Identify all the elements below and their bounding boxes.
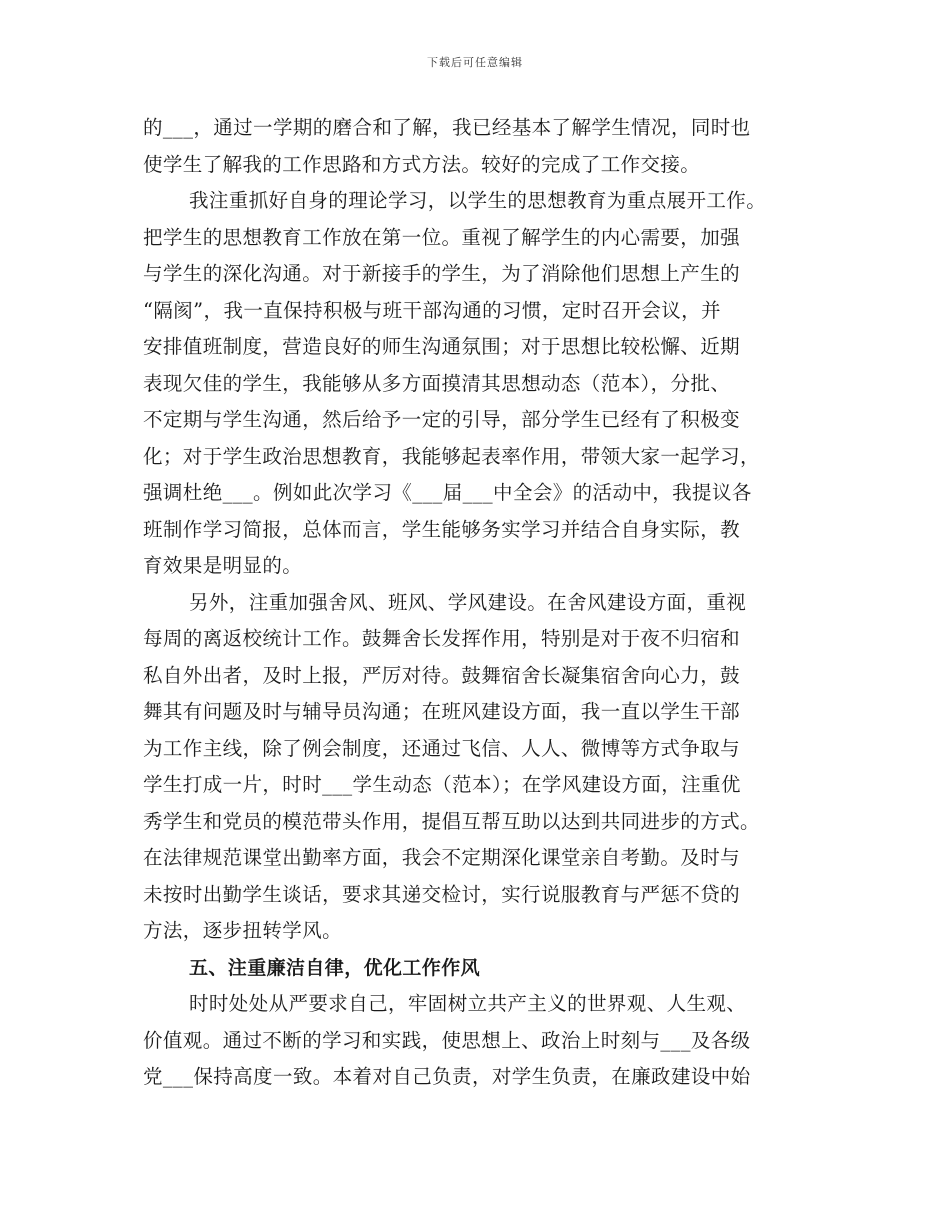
text-line: 未按时出勤学生谈话，要求其递交检讨，实行说服教育与严惩不贷的 xyxy=(143,882,741,906)
paragraph-start-line: 我注重抓好自身的理论学习，以学生的思想教育为重点展开工作。 xyxy=(189,189,767,212)
text-line: 舞其有问题及时与辅导员沟通；在班风建设方面，我一直以学生干部 xyxy=(143,700,741,723)
text-line: 价值观。通过不断的学习和实践，使思想上、政治上时刻与___及各级 xyxy=(143,1028,751,1052)
text-line: 为工作主线，除了例会制度，还通过飞信、人人、微博等方式争取与 xyxy=(143,736,741,760)
text-line: “隔阂”，我一直保持积极与班干部沟通的习惯，定时召开会议，并 xyxy=(143,298,721,322)
paragraph-start-line: 时时处处从严要求自己，牢固树立共产主义的世界观、人生观、 xyxy=(189,992,747,1015)
section-heading: 五、注重廉洁自律，优化工作作风 xyxy=(189,956,481,979)
text-line: 使学生了解我的工作思路和方式方法。较好的完成了工作交接。 xyxy=(143,152,701,176)
text-line: 班制作学习简报，总体而言，学生能够务实学习并结合自身实际，教 xyxy=(143,517,741,541)
text-line: 与学生的深化沟通。对于新接手的学生，为了消除他们思想上产生的 xyxy=(143,262,741,285)
text-line: 每周的离返校统计工作。鼓舞舍长发挥作用，特别是对于夜不归宿和 xyxy=(143,627,741,650)
body-text xyxy=(143,110,815,1096)
text-line: 表现欠佳的学生，我能够从多方面摸清其思想动态（范本），分批、 xyxy=(143,371,731,395)
text-line: 学生打成一片，时时___学生动态（范本）；在学风建设方面，注重优 xyxy=(143,773,741,796)
text-line: 秀学生和党员的模范带头作用，提倡互帮互助以达到共同进步的方式。 xyxy=(143,809,760,833)
text-line: 党___保持高度一致。本着对自己负责，对学生负责，在廉政建设中始 xyxy=(143,1065,751,1088)
paragraph-start-line: 另外，注重加强舍风、班风、学风建设。在舍风建设方面，重视 xyxy=(189,590,747,614)
text-line: 育效果是明显的。 xyxy=(143,554,303,577)
text-line: 在法律规范课堂出勤率方面，我会不定期深化课堂亲自考勤。及时与 xyxy=(143,846,741,869)
text-line: 化；对于学生政治思想教育，我能够起表率作用，带领大家一起学习， xyxy=(143,444,760,468)
text-line: 强调杜绝___。例如此次学习《___届___中全会》的活动中，我提议各 xyxy=(143,481,752,504)
text-line: 安排值班制度，营造良好的师生沟通氛围；对于思想比较松懈、近期 xyxy=(143,335,741,358)
text-line: 方法，逐步扭转学风。 xyxy=(143,919,343,942)
text-line: 的___，通过一学期的磨合和了解，我已经基本了解学生情况，同时也 xyxy=(143,116,751,139)
page-header: 下载后可任意编辑 xyxy=(427,56,523,69)
text-line: 私自外出者，及时上报，严厉对待。鼓舞宿舍长凝集宿舍向心力，鼓 xyxy=(143,663,741,687)
text-line: 不定期与学生沟通，然后给予一定的引导，部分学生已经有了积极变 xyxy=(143,408,741,431)
text-line: 把学生的思想教育工作放在第一位。重视了解学生的内心需要，加强 xyxy=(143,225,741,249)
